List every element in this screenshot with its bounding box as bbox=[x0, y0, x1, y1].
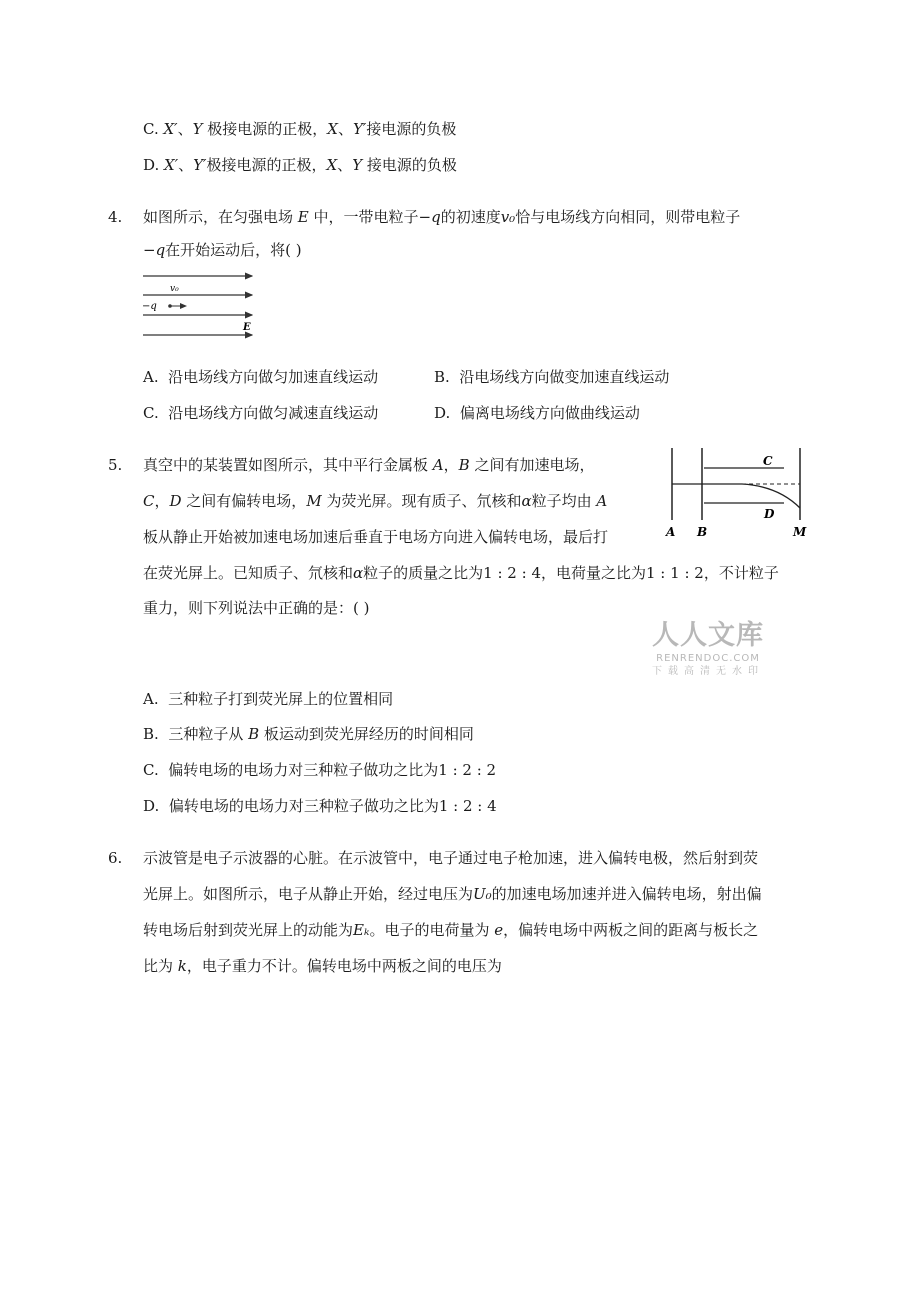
q4-option-d: D. 偏离电场线方向做曲线运动 bbox=[434, 404, 640, 422]
q5-stem-line3: 板从静止开始被加速电场加速后垂直于电场方向进入偏转电场，最后打 bbox=[143, 528, 609, 546]
q4-field-figure bbox=[140, 268, 260, 340]
q6-number: 6. bbox=[108, 849, 123, 867]
e-label: E bbox=[243, 322, 251, 333]
q4-stem-line2: −q在开始运动后，将( ) bbox=[143, 241, 302, 259]
beam-curve bbox=[742, 484, 800, 508]
q4-option-c: C. 沿电场线方向做匀减速直线运动 bbox=[143, 404, 379, 422]
q4-option-a: A. 沿电场线方向做匀加速直线运动 bbox=[143, 368, 379, 386]
v0-label: v₀ bbox=[170, 284, 179, 294]
q6-stem-line3: 转电场后射到荧光屏上的动能为Eₖ。电子的电荷量为 e，偏转电场中两板之间的距离与板长之 bbox=[143, 921, 759, 939]
label-d: D bbox=[764, 507, 775, 521]
q3-option-d: D. X′、Y′极接电源的正极，X、Y 接电源的负极 bbox=[143, 156, 457, 174]
q5-option-c: C. 偏转电场的电场力对三种粒子做功之比为1 : 2 : 2 bbox=[143, 761, 497, 779]
q5-option-a: A. 三种粒子打到荧光屏上的位置相同 bbox=[143, 690, 394, 708]
q5-stem-line5: 重力，则下列说法中正确的是：( ) bbox=[143, 599, 370, 617]
q5-stem-line2: C，D 之间有偏转电场，M 为荧光屏。现有质子、氘核和α粒子均由 A bbox=[143, 492, 608, 510]
q6-stem-line2: 光屏上。如图所示，电子从静止开始，经过电压为U₀的加速电场加速并进入偏转电场，射出偏 bbox=[143, 885, 762, 903]
label-c: C bbox=[763, 454, 773, 468]
watermark-title: 人人文库 bbox=[652, 620, 764, 651]
watermark-url: RENRENDOC.COM bbox=[656, 653, 760, 664]
label-m: M bbox=[793, 525, 807, 539]
charge-label: −q bbox=[142, 301, 157, 312]
label-b: B bbox=[697, 525, 708, 539]
q6-stem-line1: 示波管是电子示波器的心脏。在示波管中，电子通过电子枪加速，进入偏转电极，然后射到荧 bbox=[143, 849, 759, 867]
watermark bbox=[638, 620, 778, 679]
q5-stem-line1: 真空中的某装置如图所示，其中平行金属板 A，B 之间有加速电场， bbox=[143, 456, 595, 474]
q4-stem-line1: 如图所示，在匀强电场 E 中，一带电粒子−q的初速度v₀恰与电场线方向相同，则带电粒子 bbox=[143, 208, 741, 226]
label-a: A bbox=[666, 525, 676, 539]
q4-option-b: B. 沿电场线方向做变加速直线运动 bbox=[434, 368, 670, 386]
q5-option-b: B. 三种粒子从 B 板运动到荧光屏经历的时间相同 bbox=[143, 725, 474, 743]
q5-stem-line4: 在荧光屏上。已知质子、氘核和α粒子的质量之比为1 : 2 : 4，电荷量之比为1 : 1 : 2，不计粒子 bbox=[143, 564, 779, 582]
q6-stem-line4: 比为 k，电子重力不计。偏转电场中两板之间的电压为 bbox=[143, 957, 502, 975]
q5-option-d: D. 偏转电场的电场力对三种粒子做功之比为1 : 2 : 4 bbox=[143, 797, 497, 815]
q5-device-figure bbox=[660, 446, 810, 542]
watermark-note: 下载高清无水印 bbox=[652, 666, 764, 677]
q4-number: 4. bbox=[108, 208, 123, 226]
q3-option-c: C. X′、Y 极接电源的正极，X、Y′接电源的负极 bbox=[143, 120, 457, 138]
q5-number: 5. bbox=[108, 456, 123, 474]
